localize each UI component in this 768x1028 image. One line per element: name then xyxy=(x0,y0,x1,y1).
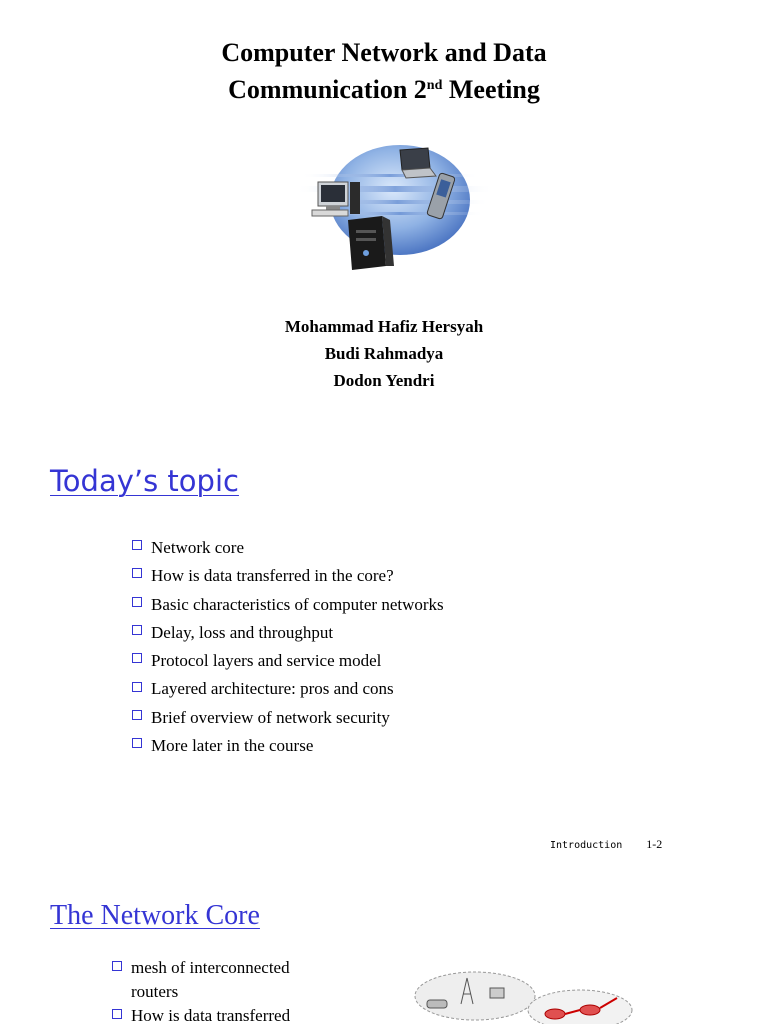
list-item-text: Brief overview of network security xyxy=(151,707,390,727)
list-item xyxy=(132,591,444,619)
slide-heading: Today’s topic xyxy=(50,464,239,498)
list-item xyxy=(132,619,444,647)
list-item-text: Basic characteristics of computer networks xyxy=(151,594,444,614)
network-core-diagram xyxy=(405,970,635,1024)
checkbox-bullet-icon xyxy=(132,540,142,550)
desktop-computer-icon xyxy=(312,182,360,216)
list-item xyxy=(132,704,444,732)
list-item xyxy=(112,956,341,1004)
list-item-text: Network core xyxy=(151,538,244,557)
todays-topic-slide xyxy=(0,440,768,860)
list-item-text: More later in the course xyxy=(151,736,314,756)
author-name: Mohammad Hafiz Hersyah xyxy=(284,317,484,336)
checkbox-bullet-icon xyxy=(132,597,142,607)
checkbox-bullet-icon xyxy=(132,682,142,692)
network-devices-illustration xyxy=(290,138,500,273)
list-item-text: How is data transferred xyxy=(131,1006,291,1025)
list-item-text: Delay, loss and throughput xyxy=(151,622,334,642)
title-superscript: nd xyxy=(426,78,443,93)
list-item-text: Protocol layers and service model xyxy=(151,651,382,671)
title-line-2 xyxy=(0,69,768,106)
author-name: Dodon Yendri xyxy=(333,371,435,390)
list-item-text: How is data transferred in the core? xyxy=(151,566,394,586)
title-slide xyxy=(0,0,768,420)
slide-footer xyxy=(550,837,662,852)
list-item xyxy=(132,647,444,675)
title-line-2-end: Meeting xyxy=(442,75,540,104)
list-item xyxy=(132,675,444,703)
footer-label: Introduction xyxy=(550,840,623,851)
checkbox-bullet-icon xyxy=(132,738,142,748)
network-core-slide xyxy=(0,880,768,1024)
checkbox-bullet-icon xyxy=(132,625,142,635)
title-line-2-text: Communication 2 xyxy=(228,75,427,104)
checkbox-bullet-icon xyxy=(132,653,142,663)
slide-title xyxy=(0,36,768,106)
laptop-icon xyxy=(490,988,504,998)
list-item xyxy=(132,562,444,590)
checkbox-bullet-icon xyxy=(132,568,142,578)
core-list xyxy=(112,956,341,1028)
title-line-1: Computer Network and Data xyxy=(221,38,547,67)
checkbox-bullet-icon xyxy=(112,961,122,971)
server-tower-icon xyxy=(348,216,394,270)
checkbox-bullet-icon xyxy=(112,1009,122,1019)
slide-heading: The Network Core xyxy=(50,900,260,931)
list-item xyxy=(132,534,444,562)
car-icon xyxy=(427,1000,447,1008)
author-name: Budi Rahmadya xyxy=(324,344,444,363)
list-item-text: mesh of interconnected routers xyxy=(131,958,290,1001)
topic-list xyxy=(132,534,444,760)
checkbox-bullet-icon xyxy=(132,710,142,720)
page-number: 1-2 xyxy=(646,837,663,851)
list-item xyxy=(132,732,444,760)
list-item-text: Layered architecture: pros and cons xyxy=(151,679,394,699)
list-item xyxy=(112,1004,341,1028)
authors-list xyxy=(0,313,768,394)
